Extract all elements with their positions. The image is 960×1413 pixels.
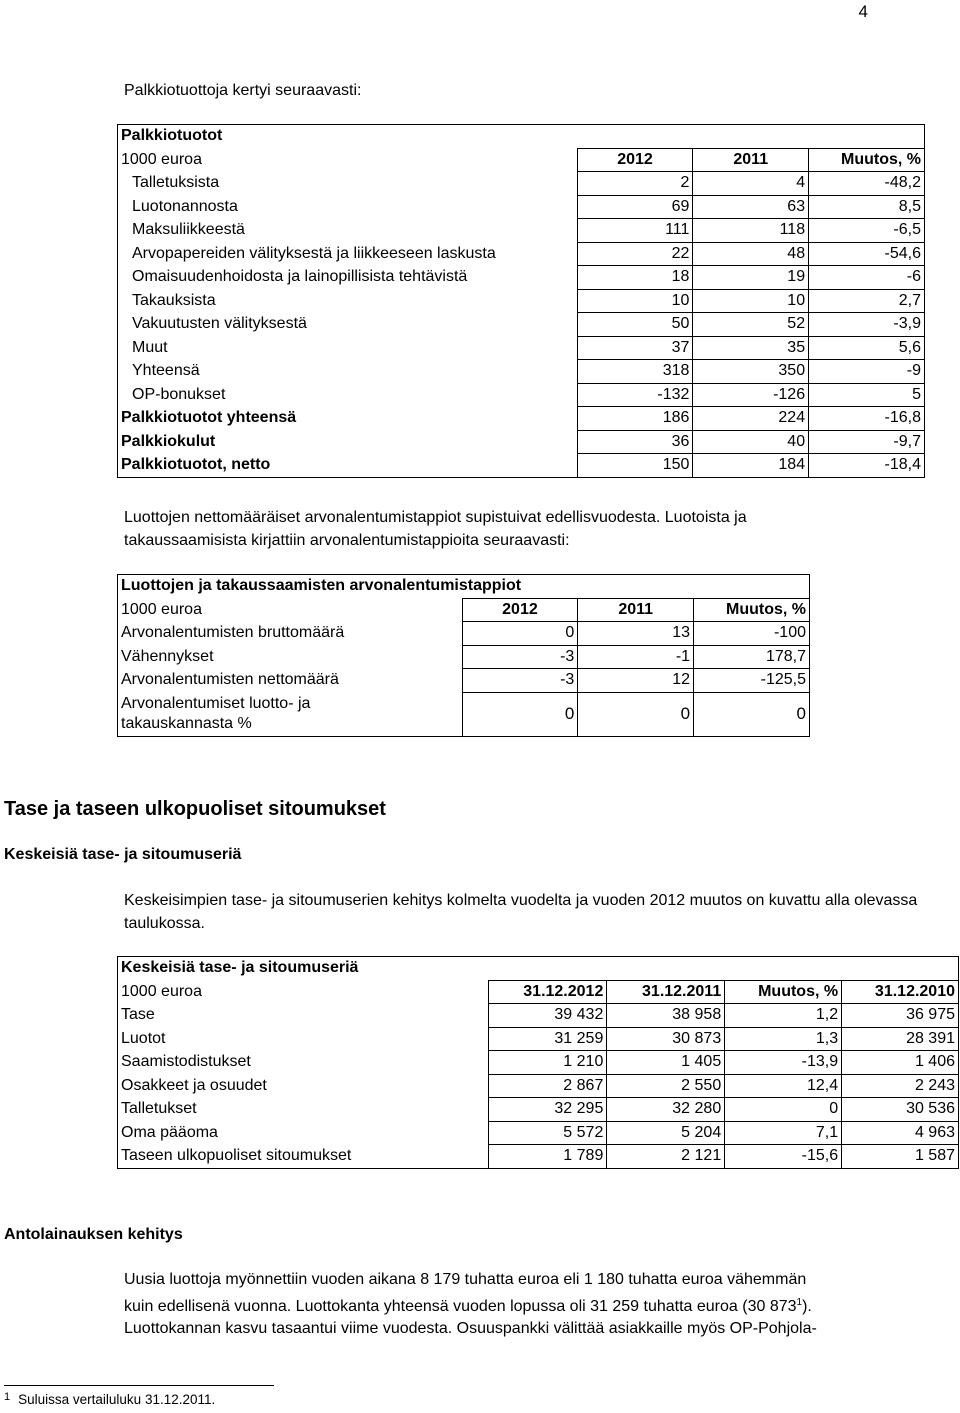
column-header: 2011 [578, 598, 694, 622]
table-cell: 52 [693, 313, 809, 337]
table-cell: -16,8 [809, 407, 925, 431]
table-cell: 12 [578, 669, 694, 693]
table-cell: 18 [577, 266, 693, 290]
table-cell: 1 587 [842, 1145, 959, 1169]
intro-text: Palkkiotuottoja kertyi seuraavasti: [124, 82, 362, 99]
table-row [118, 1074, 959, 1098]
table-row-label: Palkkiotuotot yhteensä [121, 409, 297, 426]
table-cell: 8,5 [809, 195, 925, 219]
table-row [118, 266, 925, 290]
table-cell: 1 405 [607, 1051, 725, 1075]
table-cell: -125,5 [694, 669, 810, 693]
table-row-label: Vakuutusten välityksestä [132, 315, 307, 332]
table-cell: 39 432 [489, 1004, 607, 1028]
table-cell: 12,4 [725, 1074, 842, 1098]
column-header: 2012 [577, 148, 693, 172]
table-row [118, 1051, 959, 1075]
table-cell: -48,2 [809, 172, 925, 196]
table-row-label: Omaisuudenhoidosta ja lainopillisista tehtävistä [132, 268, 468, 285]
table-cell: 36 975 [842, 1004, 959, 1028]
column-header: Muutos, % [809, 148, 925, 172]
table-cell: 19 [693, 266, 809, 290]
table-row-label: Luotot [121, 1029, 166, 1047]
table-cell: 5 204 [607, 1121, 725, 1145]
table-cell: -13,9 [725, 1051, 842, 1075]
table-row-label: Talletuksista [132, 174, 220, 191]
table-row [118, 669, 810, 693]
subheading-key-items: Keskeisiä tase- ja sitoumuseriä [4, 846, 242, 863]
impairment-table [117, 574, 810, 737]
table-cell: 350 [693, 360, 809, 384]
column-header: Muutos, % [694, 598, 810, 622]
table-row-label: Tase [121, 1006, 155, 1023]
table-cell: 32 295 [489, 1098, 607, 1122]
table-row [118, 336, 925, 360]
table-row-label: Luotonannosta [132, 197, 238, 215]
table-cell: -54,6 [809, 242, 925, 266]
table-cell: 184 [693, 454, 809, 478]
table-cell: 37 [577, 336, 693, 360]
lending-text-part: ). [802, 1297, 812, 1315]
table-title: Luottojen ja takaussaamisten arvonalentumistappiot [121, 577, 522, 594]
table-cell: -3 [462, 669, 578, 693]
table-row-label: Arvonalentumisten bruttomäärä [121, 624, 345, 641]
table-row-label: Talletukset [121, 1100, 197, 1117]
table-cell: 2 243 [842, 1074, 959, 1098]
table-cell: 1 210 [489, 1051, 607, 1075]
section-heading: Tase ja taseen ulkopuoliset sitoumukset [4, 798, 386, 820]
table-row [118, 622, 810, 646]
lending-line: Uusia luottoja myönnettiin vuoden aikana 8 179 tuhatta euroa eli 1 180 tuhatta euroa vähemmän [124, 1271, 807, 1288]
table-row [118, 242, 925, 266]
column-header: 2012 [462, 598, 578, 622]
label-line: Arvonalentumiset luotto- ja [121, 695, 311, 712]
table-cell: 2,7 [809, 289, 925, 313]
table-cell: 32 280 [607, 1098, 725, 1122]
label-line: takauskannasta % [121, 715, 252, 732]
table-row-label: Vähennykset [121, 647, 214, 665]
table-row [118, 289, 925, 313]
table-row-label: Osakkeet ja osuudet [121, 1076, 267, 1094]
table-cell: 69 [577, 195, 693, 219]
table-title: Keskeisiä tase- ja sitoumuseriä [121, 959, 359, 976]
table-cell: 5 [809, 383, 925, 407]
impairment-text: Luottojen nettomääräiset arvonalentumistappiot supistuivat edellisvuodesta. Luotoista ja takaussaamisista kirjattiin arvonalentumistappioita seuraavasti: [124, 509, 747, 549]
table-cell: 10 [577, 289, 693, 313]
fee-income-table [117, 124, 925, 478]
table-row [118, 430, 925, 454]
table-cell: 186 [577, 407, 693, 431]
table-row [118, 1121, 959, 1145]
table-cell: 224 [693, 407, 809, 431]
table-cell: 30 873 [607, 1027, 725, 1051]
table-cell: 10 [693, 289, 809, 313]
table-cell: 40 [693, 430, 809, 454]
table-title: Palkkiotuotot [121, 127, 223, 144]
unit-label: 1000 euroa [121, 150, 202, 168]
table-row [118, 172, 925, 196]
footnote-ref: 1 [796, 1296, 803, 1308]
table-row-label: Maksuliikkeestä [132, 221, 245, 238]
table-cell: 50 [577, 313, 693, 337]
table-cell: 178,7 [694, 645, 810, 669]
unit-label: 1000 euroa [121, 982, 202, 1000]
table-cell: 4 [693, 172, 809, 196]
table-cell: 48 [693, 242, 809, 266]
table-row [118, 1145, 959, 1169]
table-row [118, 407, 925, 431]
table-cell: 2 867 [489, 1074, 607, 1098]
table-cell: 111 [577, 219, 693, 243]
table-cell: -6,5 [809, 219, 925, 243]
table-row [118, 1004, 959, 1028]
unit-label: 1000 euroa [121, 600, 202, 618]
column-header: Muutos, % [725, 980, 842, 1004]
table-cell: 0 [462, 622, 578, 646]
table-cell: -100 [694, 622, 810, 646]
table-cell: 2 550 [607, 1074, 725, 1098]
lending-line: Luottokannan kasvu tasaantui viime vuodesta. Osuuspankki välittää asiakkaille myös OP-Pohjola- [124, 1320, 817, 1337]
table-cell: 0 [725, 1098, 842, 1122]
table-cell: 30 536 [842, 1098, 959, 1122]
table-cell: 63 [693, 195, 809, 219]
table-cell: 36 [577, 430, 693, 454]
table-row [118, 195, 925, 219]
column-header: 2011 [693, 148, 809, 172]
table-cell: 1,2 [725, 1004, 842, 1028]
table-cell: 1 789 [489, 1145, 607, 1169]
table-cell: 4 963 [842, 1121, 959, 1145]
column-header: 31.12.2011 [607, 980, 725, 1004]
table-cell: 1,3 [725, 1027, 842, 1051]
table-cell: 7,1 [725, 1121, 842, 1145]
table-cell: -9,7 [809, 430, 925, 454]
lending-line [124, 1292, 954, 1319]
table-cell: -6 [809, 266, 925, 290]
page-number: 4 [858, 2, 868, 21]
table-cell: 5,6 [809, 336, 925, 360]
key-items-text: Keskeisimpien tase- ja sitoumuserien kehitys kolmelta vuodelta ja vuoden 2012 muutos on kuvattu alla olevassa taulukossa. [124, 892, 918, 932]
table-cell: 5 572 [489, 1121, 607, 1145]
table-cell: 118 [693, 219, 809, 243]
table-cell: 28 391 [842, 1027, 959, 1051]
table-row-label: Takauksista [132, 291, 216, 309]
footnote-divider [4, 1385, 274, 1386]
table-cell: 150 [577, 454, 693, 478]
table-cell: 2 121 [607, 1145, 725, 1169]
table-cell: -18,4 [809, 454, 925, 478]
table-cell: -9 [809, 360, 925, 384]
column-header: 31.12.2010 [842, 980, 959, 1004]
table-row [118, 219, 925, 243]
balance-table [117, 956, 959, 1169]
table-cell: 38 958 [607, 1004, 725, 1028]
table-row [118, 645, 810, 669]
table-row-label: Yhteensä [132, 362, 200, 379]
table-row-label: Arvopapereiden välityksestä ja liikkeeseen laskusta [132, 244, 496, 262]
table-cell: -3,9 [809, 313, 925, 337]
table-cell: -126 [693, 383, 809, 407]
table-cell: 2 [577, 172, 693, 196]
table-cell: 35 [693, 336, 809, 360]
table-row-label [118, 692, 463, 737]
table-cell: -1 [578, 645, 694, 669]
table-cell: 31 259 [489, 1027, 607, 1051]
table-row-label: Muut [132, 338, 168, 356]
table-row [118, 313, 925, 337]
table-cell: 22 [577, 242, 693, 266]
table-cell: 1 406 [842, 1051, 959, 1075]
table-cell: 318 [577, 360, 693, 384]
table-row-label: OP-bonukset [132, 385, 226, 403]
table-row [118, 454, 925, 478]
table-cell: 13 [578, 622, 694, 646]
table-cell: 0 [578, 692, 694, 737]
table-row-label: Taseen ulkopuoliset sitoumukset [121, 1146, 352, 1164]
table-row-label: Arvonalentumisten nettomäärä [121, 671, 339, 688]
footnote [4, 1391, 215, 1407]
table-cell: -15,6 [725, 1145, 842, 1169]
table-cell: 0 [462, 692, 578, 737]
footnote-marker: 1 [4, 1391, 11, 1403]
table-row [118, 1027, 959, 1051]
table-row [118, 360, 925, 384]
table-row [118, 383, 925, 407]
footnote-text: Suluissa vertailuluku 31.12.2011. [18, 1392, 216, 1407]
table-cell: 0 [694, 692, 810, 737]
subheading-lending: Antolainauksen kehitys [4, 1226, 183, 1243]
table-row-label: Palkkiotuotot, netto [121, 455, 271, 473]
table-row-label: Oma pääoma [121, 1123, 218, 1141]
lending-text-part: kuin edellisenä vuonna. Luottokanta yhteensä vuoden lopussa oli 31 259 tuhatta euroa (30 873 [124, 1297, 797, 1315]
column-header: 31.12.2012 [489, 980, 607, 1004]
table-cell: -132 [577, 383, 693, 407]
table-row-label: Palkkiokulut [121, 432, 216, 450]
lending-text [124, 1269, 954, 1341]
table-row [118, 1098, 959, 1122]
table-row-label: Saamistodistukset [121, 1053, 251, 1070]
table-cell: -3 [462, 645, 578, 669]
